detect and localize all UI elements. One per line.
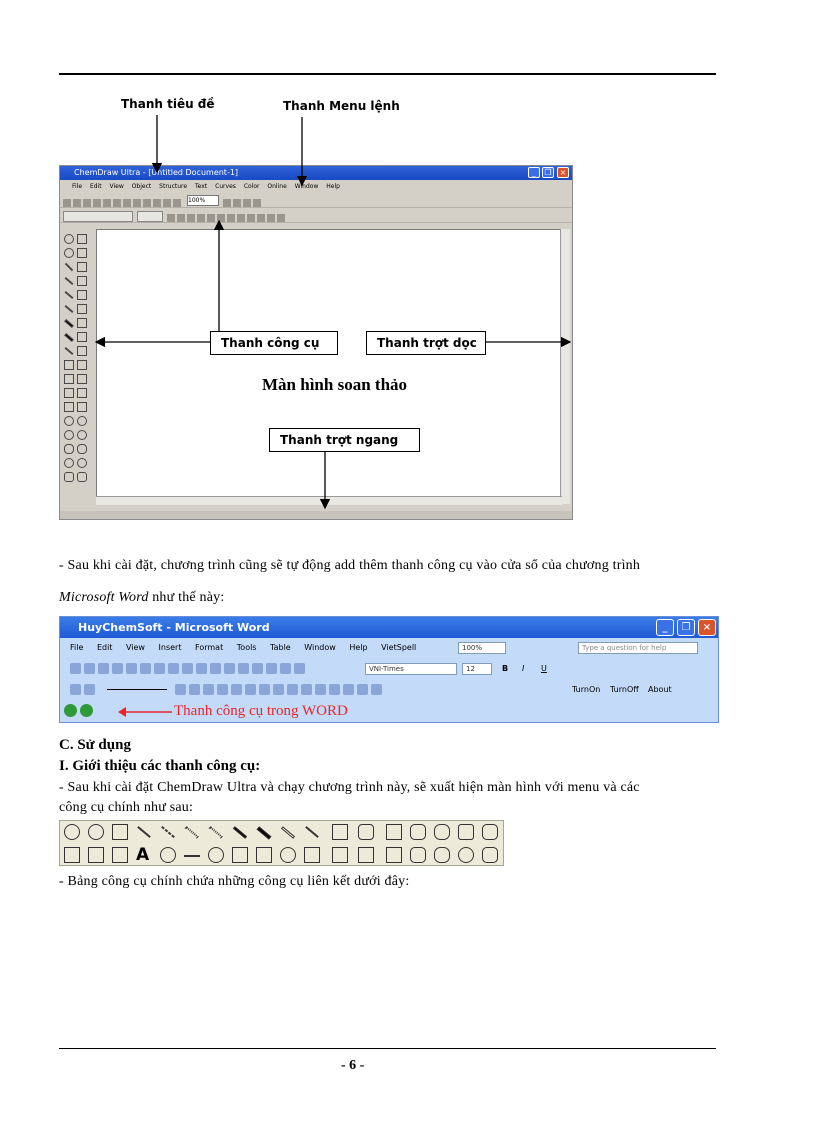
word-menu-tools[interactable]: Tools [236, 643, 257, 652]
paragraph-1-line-2: Microsoft Word như thế này: [59, 590, 225, 605]
word-menu-insert[interactable]: Insert [158, 643, 182, 652]
word-menu-view[interactable]: View [125, 643, 145, 652]
word-close-icon[interactable]: × [698, 619, 716, 636]
menu-object[interactable]: Object [131, 183, 152, 190]
word-title: HuyChemSoft - Microsoft Word [78, 621, 270, 634]
word-help-search[interactable]: Type a question for help [578, 642, 698, 654]
menu-view[interactable]: View [109, 183, 124, 190]
chemdraw-title: ChemDraw Ultra - [Untitled Document-1] [74, 168, 239, 177]
word-standard-toolbar [60, 659, 718, 679]
word-minimize-icon[interactable]: _ [656, 619, 674, 636]
paragraph-2-line-1: - Sau khi cài đặt ChemDraw Ultra và chạy chương trình này, sẽ xuất hiện màn hình với menu và các [59, 780, 640, 795]
word-title-bar [60, 617, 718, 638]
word-restore-icon[interactable]: ❐ [677, 619, 695, 636]
menu-edit[interactable]: Edit [89, 183, 102, 190]
word-toolbar-annotation: Thanh công cụ trong WORD [174, 703, 348, 719]
section-i-heading: I. Giới thiệu các thanh công cụ: [59, 758, 261, 774]
paragraph-1-line-1: - Sau khi cài đặt, chương trình cũng sẽ tự động add thêm thanh công cụ vào cửa sổ của chương trình [59, 558, 641, 573]
word-menu-table[interactable]: Table [270, 643, 291, 652]
label-hscroll: Thanh trợt ngang [269, 428, 420, 452]
label-toolbar: Thanh công cụ [210, 331, 338, 355]
restore-icon[interactable]: ❐ [542, 167, 554, 178]
annotation-arrow [118, 704, 174, 720]
word-menu-window[interactable]: Window [304, 643, 336, 652]
chemdraw-insert-icon[interactable] [64, 704, 77, 717]
chemdraw-edit-icon[interactable] [80, 704, 93, 717]
callout-title-bar: Thanh tiêu đề [121, 97, 215, 111]
menu-online[interactable]: Online [267, 183, 287, 190]
callout-arrows [0, 0, 816, 560]
menu-help[interactable]: Help [326, 183, 340, 190]
chemdraw-zoom[interactable]: 100% [187, 195, 219, 206]
minimize-icon[interactable]: _ [528, 167, 540, 178]
word-size-select[interactable]: 12 [462, 663, 492, 675]
footer-rule [59, 1048, 716, 1049]
word-menu-vietspell[interactable]: VietSpell [381, 643, 417, 652]
label-vscroll: Thanh trợt dọc [366, 331, 486, 355]
underline-icon[interactable]: U [541, 664, 547, 673]
label-editor: Màn hình soan thảo [262, 375, 408, 394]
word-menu-file[interactable]: File [70, 643, 84, 652]
italic-icon[interactable]: I [522, 664, 525, 673]
turn-on-button[interactable]: TurnOn [572, 685, 601, 694]
word-font-select[interactable]: VNI-Times [365, 663, 457, 675]
word-menu-edit[interactable]: Edit [96, 643, 113, 652]
word-app-name: Microsoft Word [59, 590, 149, 605]
menu-file[interactable]: File [72, 183, 83, 190]
text-tool-icon[interactable]: A [136, 845, 150, 865]
word-zoom-select[interactable]: 100% [458, 642, 506, 654]
paragraph-3: - Bảng công cụ chính chứa những công cụ liên kết dưới đây: [59, 874, 410, 889]
word-menu-help[interactable]: Help [349, 643, 368, 652]
word-drawing-toolbar [60, 680, 718, 700]
menu-color[interactable]: Color [243, 183, 260, 190]
chemdraw-main-tools [59, 820, 504, 866]
turn-off-button[interactable]: TurnOff [610, 685, 639, 694]
menu-curves[interactable]: Curves [215, 183, 236, 190]
word-menu-format[interactable]: Format [195, 643, 224, 652]
menu-text[interactable]: Text [195, 183, 208, 190]
menu-window[interactable]: Window [294, 183, 319, 190]
menu-structure[interactable]: Structure [159, 183, 188, 190]
callout-menu-bar: Thanh Menu lệnh [283, 99, 400, 113]
about-button[interactable]: About [648, 685, 672, 694]
page-number: - 6 - [341, 1058, 365, 1073]
section-c-heading: C. Sử dụng [59, 737, 131, 753]
close-icon[interactable]: × [557, 167, 569, 178]
word-menu-bar [60, 638, 718, 658]
bold-icon[interactable]: B [502, 664, 509, 673]
paragraph-2-line-2: công cụ chính như sau: [59, 800, 194, 815]
